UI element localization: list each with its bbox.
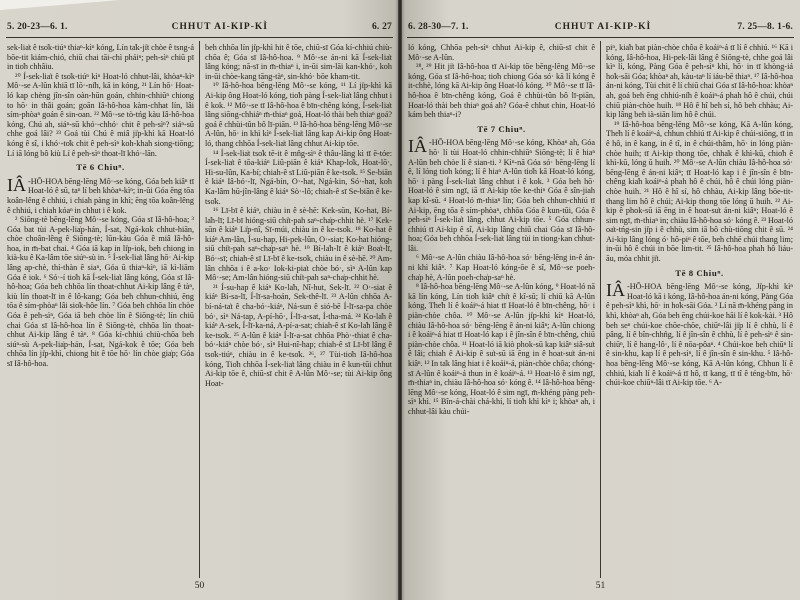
body-paragraph: ²¹ Í-su-hap ê kiáⁿ Ko-la̍h, Nî-hut, Sek-lī. ²² O·-siat ê kiáⁿ Bí-sa-lī, Í-lī-sa-hoán, Sek-thê-lī. ²³ A-lûn chhōa A-bí-ná-ta̍t ê cha-bó·-kiáⁿ, Ná-sun ê sió-bē Í-lī-sa-pa chòe bó·, sìⁿ Ná-tap, A-pí-hō·, Í-lī-a-sat, Í-tha-má. ²⁴ Ko-la̍h ê kiáⁿ A-sek, Í-lī-ka-ná, A-pí-a-sat; chiah-ê sī Ko-la̍h lâng ê ke-tso̍k. ²⁵ A-lûn ê kiáⁿ Í-lī-a-sat chhōa Phò·-thiat ê cha-bó·-kiáⁿ chòe bó·, sìⁿ Hui-nî-hap; chiah-ê sī Lī-bī lâng ê tso̍k-tiúⁿ, chiàu in ê ke-tso̍k. ²⁶, ²⁷ Tùi-tio̍h Iâ-hô-hoa kóng, Tio̍h chhōa Í-sek-lia̍t lâng chiàu in ê kun-tūi chhut Ai-kip tōe ê, chiū-sī chit ê A-lûn Mô·-se; tùi Ai-kip ông Hoat- bbox=[205, 282, 392, 388]
right-page-header bbox=[408, 22, 793, 35]
binding-gutter bbox=[398, 0, 402, 600]
chapter-opening-paragraph: IÂ -HŌ-HOA bēng-lēng Mô·-se kóng, Khòaⁿ ah, Góa hō· lí tùi Hoat-ló chhin-chhiūⁿ Siōng-tè; lí ê hiaⁿ A-lûn beh chòe lí ê sian-ti. ² Kìⁿ-nā Góa só· bēng-lēng lí ê, lí lóng tio̍h kóng; lí ê hiaⁿ A-lûn tio̍h kā Hoat-ló kóng, hō· i pàng Í-sek-lia̍t lâng chhut i ê kok. ³ Góa beh hō· Hoat-ló ê sim ngī, iā tī Ai-kip tōe ke-thiⁿ Góa ê sîn-jiah kap kî-sū. ⁴ Hoat-ló m̄-thiaⁿ lín; Góa beh chhun-chhiú tī Ai-kip, ēng tōa ê sím-phòaⁿ, chhōa Góa ê kun-tūi, Góa ê peh-sìⁿ Í-sek-lia̍t lâng, chhut Ai-kip tōe. ⁵ Góa chhun-chhiú tī Ai-kip ê sî, Ai-kip lâng chiū chai Góa sī Iâ-hô-hoa; Góa beh chhōa Í-sek-lia̍t lâng tùi in tiong-kan chhut-lâi. bbox=[408, 136, 595, 253]
body-paragraph: sek-lia̍t ê tso̍k-tiúⁿ thiaⁿ-kìⁿ kóng, Lín ta̍k-ji̍t chòe ê tsng-á bōe-tit kiám-chió, chiū chai tāi-chì pháiⁿ; peh-sìⁿ chiū pī in tio̍h chhâiu. bbox=[7, 43, 194, 72]
body-paragraph: ²⁸, ²⁹ Hit ji̍t Iâ-hô-hoa tī Ai-kip tōe bēng-lēng Mô·-se kóng, Góa sī Iâ-hô-hoa; tio̍h chiong Góa só· kā lí kóng ê it-chhè, lóng kā Ai-kip ông Hoat-ló kóng. ³⁰ Mô·-se tī Iâ-hô-hoa ê bīn-chêng kóng, Goá ê chhùi-tûn bô lī-piān, Hoat-ló thài beh thiaⁿ goá ah? Góa-ê chhut chin, Hoat-ló kám beh thiaⁿ-i? bbox=[408, 62, 595, 120]
body-paragraph: ¹⁹ Iâ-hô-hoa bēng-lēng Mô·-se kóng, Kā A-lûn kóng, The̍h lí ê koáiⁿ-á, chhun chhiú tī Ai-kip ê chúi-siōng, tī in ê hô, in ê kang, in ê tî, in ê chúi-thâm, hō· in lóng piàn-chòe huih; tī Ai-kip thong tōe, chha̍k ê khì-kū, chio̍h ê khì-kū, lóng ū huih. ²⁰ Mô·-se A-lûn chiàu Iâ-hô-hoa só· bēng-lēng ê án-ni kiâⁿ; tī Hoat-ló kap i ê jîn-sîn ê bīn-chêng kia̍h koáiⁿ-á phah hô ê chúi, hô ê chúi lóng piàn-chòe huih. ²¹ Hô ê hî sí, hô chhàu, Ai-kip lâng bōe-tit-thang lim hô ê chúi; Ai-kip thong tōe lóng ū huih. ²² Ai-kip ê phok-sū iā ēng in ê hoat-su̍t án-ni kiâⁿ; Hoat-ló ê sim ngī, m̄-thiaⁿ in; chiàu Iâ-hô-hoa só· kóng ê. ²³ Hoat-ló oa̍t-tńg-sin ji̍p i ê chhù, sim iā bô chù-tiōng chit ê sū. ²⁴ Ai-kip lâng lóng ó· hô-piⁿ ê tōe, beh chhē chúi thang lim; in-ūi hô ê chúi in bōe lim-tit. ²⁵ Iâ-hô-hoa phah hô liáu-āu, móa chhit ji̍t. bbox=[606, 119, 793, 264]
body-paragraph: ló kóng, Chhōa peh-sìⁿ chhut Ai-kip ê, chiū-sī chit ê Mô·-se A-lûn. bbox=[408, 43, 595, 62]
right-column-rule bbox=[600, 41, 601, 578]
chapter-heading: Tē 6 Chiuⁿ. bbox=[76, 162, 125, 173]
body-paragraph: ¹⁰ Iâ-hô-hoa bēng-lēng Mô·-se kóng, ¹¹ Lí ji̍p-khì kā Ai-kip ông Hoat-ló kóng, tio̍h pàng Í-sek-lia̍t lâng chhut i ê kok. ¹² Mô·-se tī Iâ-hô-hoa ê bīn-chêng kóng, Í-sek-lia̍t lâng siōng-chhiáⁿ m̄-thiaⁿ goá, Hoat-ló thài beh thiaⁿ goá? goá ê chhùi-tûn bô lī-piān. ¹³ Iâ-hô-hoa bēng-lēng Mô·-se A-lûn, hō· in khì kìⁿ Í-sek-lia̍t lâng kap Ai-kip ông Hoat-ló, thang chhōa Í-sek-lia̍t lâng chhut Ai-kip tōe. bbox=[205, 81, 392, 148]
drop-cap: IÂ bbox=[408, 136, 427, 157]
right-header-rule bbox=[407, 37, 794, 38]
right-text-column-1 bbox=[408, 43, 595, 575]
body-paragraph: ⁶ Mô·-se A-lûn chiàu Iâ-hô-hoa só· bēng-lēng in-ê án-ni khì kiâⁿ. ⁷ Kap Hoat-ló kóng-ōe ê sî, Mô·-se poeh-cha̍p hè, A-lûn poeh-cha̍p-saⁿ hè. bbox=[408, 253, 595, 282]
chapter-heading: Tē 7 Chiuⁿ. bbox=[477, 123, 526, 134]
drop-cap: IÂ bbox=[606, 280, 625, 301]
page-corner-curl-icon bbox=[0, 0, 120, 10]
body-paragraph: beh chhōa lín ji̍p-khì hit ê tōe, chiū-sī Góa kí-chhiú chiù-chōa ê; Góa sī Iâ-hô-hoa. ⁹ Mô·-se án-ni kā Í-sek-lia̍t lâng kóng; nā-sī in m̄-thiaⁿ i, in-ūi sim-lāi kan-khó·, koh in-ūi chòe-kang tāng-tàⁿ, sin-khó· bōe kham-tit. bbox=[205, 43, 392, 81]
body-paragraph: piⁿ, kia̍h bat piàn-chòe chôa ê koáiⁿ-á tī lí ê chhiú. ¹⁶ Kā i kóng, Iâ-hô-hoa, Hi-pek-lâi lâng ê Siōng-tè, chhe goá lâi kìⁿ lí, kóng, Pàng Góa ê peh-sìⁿ khì, hō· in tī khòng-iá ho̍k-sāi Góa; khòaⁿ ah, kàu-taⁿ lí iáu-bē thiaⁿ. ¹⁷ Iâ-hô-hoa án-ni kóng, Tùi chit ê lí chiū chai Góa sī Iâ-hô-hoa: khòaⁿ ah, goá beh ēng chhiú-ni̍h ê koáiⁿ-á phah hô ê chúi, chúi chiū piàn-chòe huih. ¹⁸ Hô ê hî beh sí, hô beh chhàu; Ai-kip lâng beh ià-siān lim hô ê chúi. bbox=[606, 43, 793, 120]
body-paragraph: ²⁰ Í-sek-lia̍t ê tso̍k-tiúⁿ kìⁿ Hoat-ló chhut-lâi, khòaⁿ-kìⁿ Mô·-se A-lûn khiā tī lō·-ni̍h, kā in kóng, ²¹ Lín hō· Hoat-ló kap chèng jîn-sîn oàn-hūn goán, chhin-chhiūⁿ chiong to hō· in thâi goán; goān Iâ-hô-hoa kàm-chhat lín, lâi sím-phòaⁿ goán ê sin-oan. ²² Mô·-se tò-tńg kàu Iâ-hô-hoa kóng, Chú ah, siáⁿ-sū khó·-chhó· chit ê peh-sìⁿ? siáⁿ-sū chhe goá lâi? ²³ Goá tùi Chú ê miâ ji̍p-khì kā Hoat-ló kóng ê sî, i khó·-to̍k chit ê peh-sìⁿ koh-khah siong-tiōng; Lí iā lóng bô kiù Lí ê peh-sìⁿ thoat-lī khó·-lān. bbox=[7, 71, 194, 158]
right-text-column-2 bbox=[606, 43, 793, 575]
left-header-book-title: CHHUT AI-KIP-KÌ bbox=[171, 22, 268, 32]
left-page-header bbox=[7, 22, 392, 35]
left-page-number: 50 bbox=[194, 581, 205, 591]
left-text-column-1 bbox=[7, 43, 194, 575]
body-paragraph: ² Siōng-tè bēng-lēng Mô·-se kóng, Góa sī Iâ-hô-hoa; ³ Góa bat tùi A-pek-lia̍p-hán, Í-sat, Ngá-kok chhut-hiān, chòe choân-lêng ê Siōng-tè; lūn-kàu Góa ê miâ Iâ-hô-hoa, in m̄-bat chai. ⁴ Góa iā kap in li̍p-iok, beh chiong in kià-ku ê Ka-lâm tōe siúⁿ-sù in. ⁵ Í-sek-lia̍t lâng hō· Ai-kip lâng ap-chè, thí-thàn ê siaⁿ, Góa ū thiaⁿ-kìⁿ, iā kì-liām Góa ê iok. ⁶ Só·-í tio̍h kā Í-sek-lia̍t lâng kóng, Góa sī Iâ-hô-hoa; Góa beh chhōa lín thoat-chhut Ai-kip lâng ê tàⁿ, kiù lín thoat-lī in ê lô-kang; Góa beh chhun-chhiú, ēng tōa ê sím-phòaⁿ lâi sio̍k-hôe lín. ⁷ Góa beh chhōa lín chòe Góa ê peh-sìⁿ, Góa iā beh chòe lín ê Siōng-tè; lín chiū chai Góa sī Iâ-hô-hoa lín ê Siōng-tè, chhōa lín thoat-chhut Ai-kip lâng ê tàⁿ. ⁸ Góa kí-chhiú chiù-chōa beh siúⁿ-sù A-pek-lia̍p-hán, Í-sat, Ngá-kok ê tōe; Góa beh chhōa lín ji̍p-khì, chiong hit ê tōe hō· lín chòe gia̍p; Góa sī Iâ-hô-hoa. bbox=[7, 215, 194, 368]
left-header-verse-ref: 6. 27 bbox=[371, 22, 392, 32]
page-right bbox=[401, 0, 800, 600]
page-left bbox=[0, 0, 399, 600]
left-text-column-2 bbox=[205, 43, 392, 575]
chapter-opening-paragraph: IÂ -HŌ-HOA bēng-lēng Mô·-se kóng, Góa beh kiâⁿ tī Hoat-ló ê sū, taⁿ lí beh khòaⁿ-kìⁿ; in-ūi Góa ēng tōa koân-lêng ê chhiú, i chiah pàng in khì; ēng tōa koân-lêng ê chhiú, i chiah kóaⁿ in chhut i ê kok. bbox=[7, 174, 194, 215]
left-header-verse-range: 5. 20-23—6. 1. bbox=[7, 22, 68, 32]
body-paragraph: ¹⁴ Í-sek-lia̍t tso̍k tē-it ê mn̂g-sìⁿ ê thâu-lâng kì tī ē-tóe: Í-sek-lia̍t ê tōa-kiáⁿ Liû-piān ê kiáⁿ Khap-lo̍k, Hoat-lō·, Hi-su-lûn, Ka-bí; chiah-ê sī Liû-piān ê ke-tso̍k. ¹⁵ Se-biān ê kiáⁿ Iâ-bó·-lī, Ngá-bín, O·-hat, Ngá-kin, Só·-hat, koh Ka-lâm hū-jîn-lâng ê kiáⁿ Sò·-lô; chiah-ê sī Se-biān ê ke-tso̍k. bbox=[205, 148, 392, 206]
left-header-rule bbox=[6, 37, 393, 38]
body-paragraph: ⁸ Iâ-hô-hoa bēng-lēng Mô·-se A-lûn kóng, ⁹ Hoat-ló nā kā lín kóng, Lín tio̍h kiâⁿ chi̍t ê kî-sū; lí chiū kā A-lûn kóng, The̍h lí ê koáiⁿ-á hiat tī Hoat-ló ê bīn-chêng, hō· i piàn-chòe chôa. ¹⁰ Mô·-se A-lûn ji̍p-khì kìⁿ Hoat-ló, chiàu Iâ-hô-hoa só· bēng-lēng ê án-ni kiâⁿ; A-lûn chiong i ê koáiⁿ-á hiat tī Hoat-ló kap i ê jîn-sîn ê bīn-chêng, chiū piàn-chòe chôa. ¹¹ Hoat-ló iā kiò phok-sū kap kiâⁿ siâ-su̍t ê lâi; chiah ê Ai-kip ê su̍t-sū iā ēng in ê hoat-su̍t án-ni kiâⁿ. ¹² In ta̍k lâng hiat i ê koáiⁿ-á, piàn-chòe chôa; chóng-sī A-lûn ê koáiⁿ-á thun in ê koáiⁿ-á. ¹³ Hoat-ló ê sim ngī, m̄-thiaⁿ in, chiàu Iâ-hô-hoa só· kóng ê. ¹⁴ Iâ-hô-hoa bēng-lēng Mô·-se kóng, Hoat-ló ê sim ngī, m̄-khéng pàng peh-sìⁿ khì. ¹⁵ Bîn-á-chài chá-khí, lí tio̍h khì kìⁿ i; khòaⁿ ah, i chhut-lâi kàu chúi- bbox=[408, 282, 595, 416]
chapter-heading: Tē 8 Chiuⁿ. bbox=[675, 267, 724, 278]
left-column-rule bbox=[199, 41, 200, 578]
right-header-verse-ref: 7. 25—8. 1-6. bbox=[737, 22, 793, 32]
drop-cap: IÂ bbox=[7, 174, 26, 195]
body-paragraph: ¹⁶ Lī-bī ê kiáⁿ, chiàu in ê sè-hē: Kek-sūn, Ko-hat, Bí-la̍h-lī; Lī-bī hióng-siū chi̍t-pah saⁿ-cha̍p-chhit hè. ¹⁷ Kek-sūn ê kiáⁿ Li̍p-nî, Sī-múi, chiàu in ê ke-tso̍k. ¹⁸ Ko-hat ê kiáⁿ Am-lân, Í-su-hap, Hi-pek-lûn, O·-siat; Ko-hat hióng-siū chi̍t-pah saⁿ-cha̍p-saⁿ hè. ¹⁹ Bí-la̍h-lī ê kiáⁿ Boa̍t-lī, Bó·-sī; chiah-ê sī Lī-bī ê ke-tso̍k, chiàu in ê sè-hē. ²⁰ Am-lân chhōa i ê a-ko· Iok-ki-pia̍t chòe bó·, sìⁿ A-lûn kap Mô·-se; Am-lân hióng-siū chi̍t-pah saⁿ-cha̍p-chhit hè. bbox=[205, 206, 392, 283]
right-header-book-title: CHHUT AI-KIP-KÌ bbox=[554, 22, 652, 32]
right-header-verse-range: 6. 28-30—7. 1. bbox=[408, 22, 469, 32]
chapter-opening-paragraph: IÂ -HŌ-HOA bēng-lēng Mô·-se kóng, Ji̍p-khì kìⁿ Hoat-ló kā i kóng, Iâ-hô-hoa án-ni kóng, Pàng Góa ê peh-sìⁿ khì, hō· in ho̍k-sāi Góa. ² Lí nā m̄-khéng pàng in khì, khòaⁿ ah, Góa beh ēng chúi-koe hāi lí ê kok-kài. ³ Hô beh seⁿ chúi-koe chōe-chōe, chiūⁿ-lâi ji̍p lí ê chhù, lí ê pâng, lí ê bîn-chhn̂g, lí ê jîn-sîn ê chhù, lí ê peh-sìⁿ ê sin-chiūⁿ, lí ê hang-lô·, lí ê nōa-pôaⁿ. ⁴ Chúi-koe beh chiūⁿ lí ê sin-khu, kap lí ê peh-sìⁿ, lí ê jîn-sîn ê sin-khu. ⁵ Iâ-hô-hoa bēng-lēng Mô·-se kóng, Kā A-lûn kóng, Chhun lí ê chhiú, kia̍h lí ê koáiⁿ-á tī hô, tī kang, tī tî ê téng-bīn, hō· chúi-koe chiūⁿ-lâi tī Ai-kip tōe. ⁶ A- bbox=[606, 280, 793, 388]
right-page-number: 51 bbox=[595, 581, 606, 591]
